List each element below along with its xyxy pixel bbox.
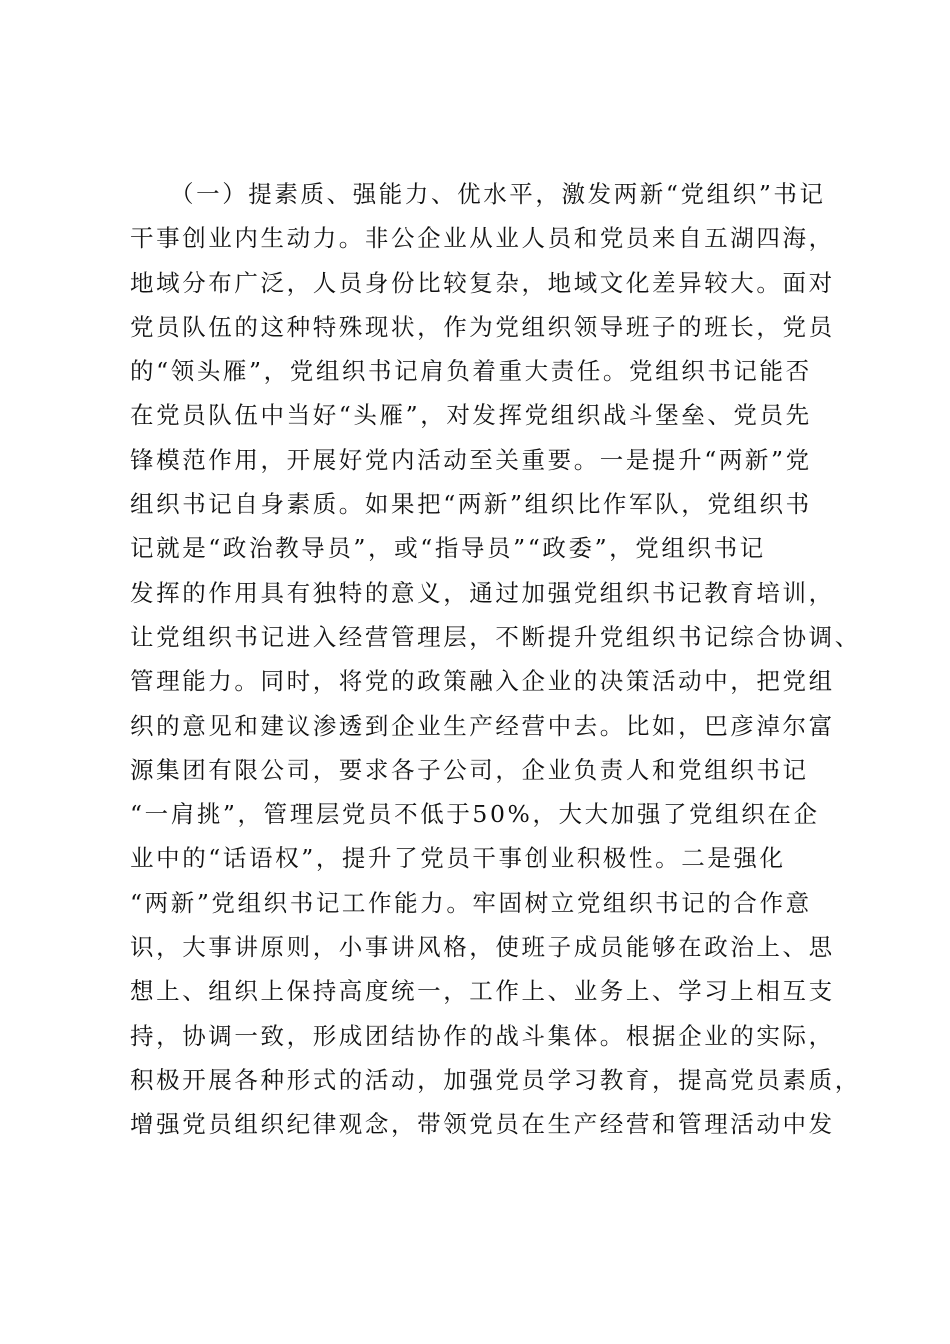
text-line: 党员队伍的这种特殊现状，作为党组织领导班子的班长，党员 xyxy=(130,312,835,341)
text-line: 业中的“话语权”，提升了党员干事创业积极性。二是强化 xyxy=(130,844,786,873)
text-line: 持，协调一致，形成团结协作的战斗集体。根据企业的实际， xyxy=(130,1021,835,1050)
text-line: 想上、组织上保持高度统一，工作上、业务上、学习上相互支 xyxy=(130,977,835,1006)
text-line-heading: （一）提素质、强能力、优水平，激发两新“党组织”书记 xyxy=(170,180,826,208)
text-line: 记就是“政治教导员”，或“指导员”“政委”，党组织书记 xyxy=(130,534,766,563)
text-line: 的“领头雁”，党组织书记肩负着重大责任。党组织书记能否 xyxy=(130,357,812,386)
text-line: 发挥的作用具有独特的意义，通过加强党组织书记教育培训， xyxy=(130,578,835,607)
text-line: “一肩挑”，管理层党员不低于50%，大大加强了党组织在企 xyxy=(130,800,820,829)
text-line: 增强党员组织纪律观念，带领党员在生产经营和管理活动中发 xyxy=(130,1110,835,1139)
text-line: 织的意见和建议渗透到企业生产经营中去。比如，巴彦淖尔富 xyxy=(130,711,835,740)
text-line: “两新”党组织书记工作能力。牢固树立党组织书记的合作意 xyxy=(130,888,812,917)
text-line: 识，大事讲原则，小事讲风格，使班子成员能够在政治上、思 xyxy=(130,933,835,962)
text-line: 干事创业内生动力。非公企业从业人员和党员来自五湖四海， xyxy=(130,224,835,253)
text-line: 管理能力。同时，将党的政策融入企业的决策活动中，把党组 xyxy=(130,667,835,696)
text-line: 积极开展各种形式的活动，加强党员学习教育，提高党员素质， xyxy=(130,1065,861,1094)
paragraph-section-1 xyxy=(130,172,861,1147)
text-line: 在党员队伍中当好“头雁”，对发挥党组织战斗堡垒、党员先 xyxy=(130,401,812,430)
text-line: 让党组织书记进入经营管理层，不断提升党组织书记综合协调、 xyxy=(130,622,861,651)
text-line: 地域分布广泛，人员身份比较复杂，地域文化差异较大。面对 xyxy=(130,268,835,297)
text-line: 组织书记自身素质。如果把“两新”组织比作军队，党组织书 xyxy=(130,490,812,519)
text-line: 源集团有限公司，要求各子公司，企业负责人和党组织书记 xyxy=(130,755,809,784)
text-line: 锋模范作用，开展好党内活动至关重要。一是提升“两新”党 xyxy=(130,445,812,474)
